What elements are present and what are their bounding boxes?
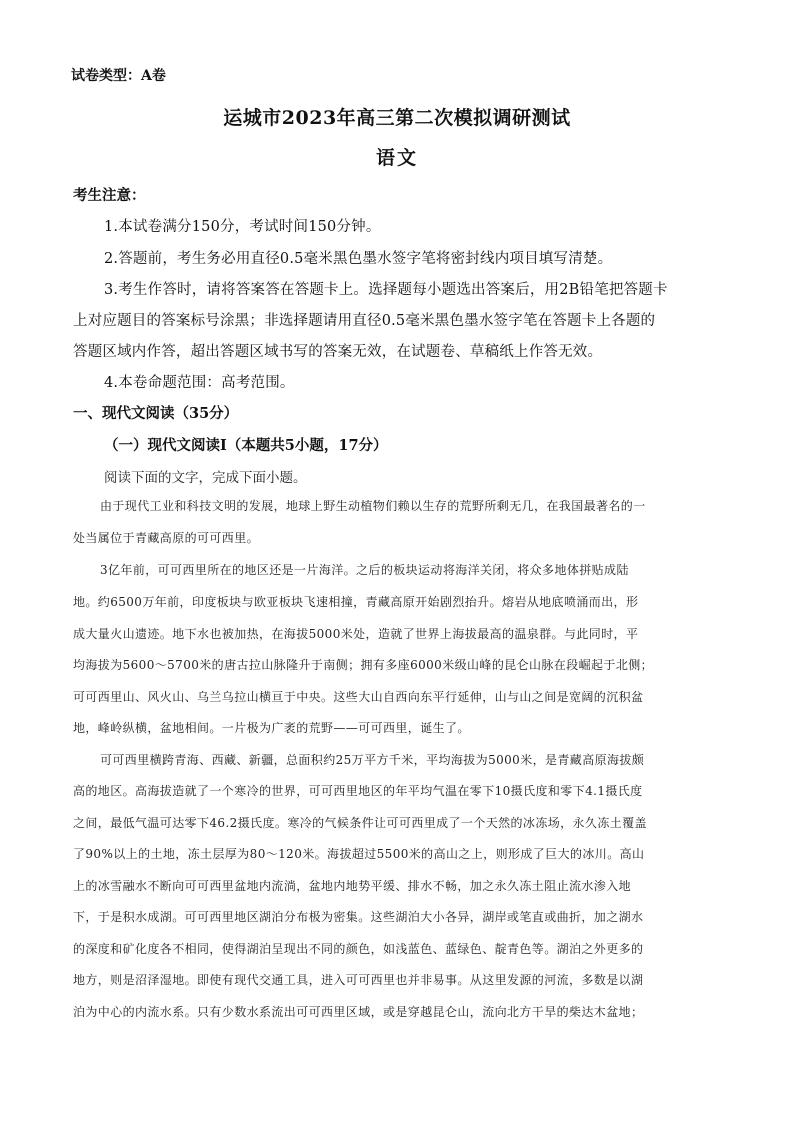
passage-line: 下，于是积水成湖。可可西里地区湖泊分布极为密集。这些湖泊大小各异，湖岸或笔直或曲折，加之湖水 bbox=[73, 910, 644, 924]
passage-line: 上的冰雪融水不断向可可西里盆地内流淌，盆地内地势平缓、排水不畅，加之永久冻土阻止流水渗入地 bbox=[73, 879, 632, 893]
passage-line: 的深度和矿化度各不相同，使得湖泊呈现出不同的颜色，如浅蓝色、蓝绿色、靛青色等。湖泊之外更多的 bbox=[73, 942, 644, 956]
passage-line: 处当属位于青藏高原的可可西里。 bbox=[73, 531, 260, 545]
notice-line: 答题区域内作答，超出答题区域书写的答案无效，在试题卷、草稿纸上作答无效。 bbox=[73, 344, 603, 360]
subject-title: 语文 bbox=[375, 147, 418, 169]
passage-line: 由于现代工业和科技文明的发展，地球上野生动植物们赖以生存的荒野所剩无几，在我国最著名的一 bbox=[100, 499, 646, 513]
passage-line: 了90%以上的土地，冻土层厚为80～120米。海拔超过5500米的高山之上，则形成了巨大的冰川。高山 bbox=[73, 847, 645, 861]
notice-heading: 考生注意： bbox=[73, 187, 146, 204]
notice-line: 上对应题目的答案标号涂黑；非选择题请用直径0.5毫米黑色墨水签字笔在答题卡上各题的 bbox=[73, 313, 656, 329]
passage-line: 泊为中心的内流水系。只有少数水系流出可可西里区域，或是穿越昆仑山，流向北方干旱的柴达木盆地； bbox=[73, 1005, 644, 1019]
passage-line: 均海拔为5600～5700米的唐古拉山脉隆升于南侧；拥有多座6000米级山峰的昆仑山脉在段崛起于北侧； bbox=[73, 658, 654, 672]
exam-title: 运城市2023年高三第二次模拟调研测试 bbox=[223, 107, 571, 129]
passage-line: 之间，最低气温可达零下46.2摄氏度。寒冷的气候条件让可可西里成了一个天然的冰冻场，永久冻土覆盖 bbox=[73, 816, 647, 830]
notice-line: 4.本卷命题范围：高考范围。 bbox=[104, 375, 295, 391]
subsection-heading: （一）现代文阅读Ⅰ（本题共5小题，17分） bbox=[104, 437, 388, 454]
section-heading: 一、现代文阅读（35分） bbox=[73, 405, 239, 422]
passage-line: 可可西里山、风火山、乌兰乌拉山横亘于中央。这些大山自西向东平行延伸，山与山之间是宽阔的沉积盆 bbox=[73, 690, 644, 704]
passage-line: 可可西里横跨青海、西藏、新疆，总面积约25万平方千米，平均海拔为5000米，是青藏高原海拔颇 bbox=[100, 753, 645, 767]
notice-line: 1.本试卷满分150分，考试时间150分钟。 bbox=[104, 219, 381, 235]
reading-instruction: 阅读下面的文字，完成下面小题。 bbox=[104, 470, 307, 486]
passage-line: 成大量火山遗迹。地下水也被加热，在海拔5000米处，造就了世界上海拔最高的温泉群。与此同时，平 bbox=[73, 627, 639, 641]
paper-type-label: 试卷类型：A卷 bbox=[71, 68, 166, 84]
passage-line: 3亿年前，可可西里所在的地区还是一片海洋。之后的板块运动将海洋关闭，将众多地体拼贴成陆 bbox=[100, 563, 629, 577]
passage-line: 地。约6500万年前，印度板块与欧亚板块飞速相撞，青藏高原开始剧烈抬升。熔岩从地底喷涌而出，形 bbox=[73, 595, 639, 609]
passage-line: 地，峰岭纵横，盆地相间。一片极为广袤的荒野——可可西里，诞生了。 bbox=[73, 721, 470, 735]
notice-line: 2.答题前，考生务必用直径0.5毫米黑色墨水签字笔将密封线内项目填写清楚。 bbox=[104, 251, 613, 267]
passage-line: 地方，则是沼泽湿地。即使有现代交通工具，进入可可西里也并非易事。从这里发源的河流，多数是以湖 bbox=[73, 973, 644, 987]
notice-line: 3.考生作答时，请将答案答在答题卡上。选择题每小题选出答案后，用2B铅笔把答题卡 bbox=[104, 282, 668, 298]
passage-line: 高的地区。高海拔造就了一个寒冷的世界，可可西里地区的年平均气温在零下10摄氏度和零下4.1摄氏度 bbox=[73, 784, 643, 798]
